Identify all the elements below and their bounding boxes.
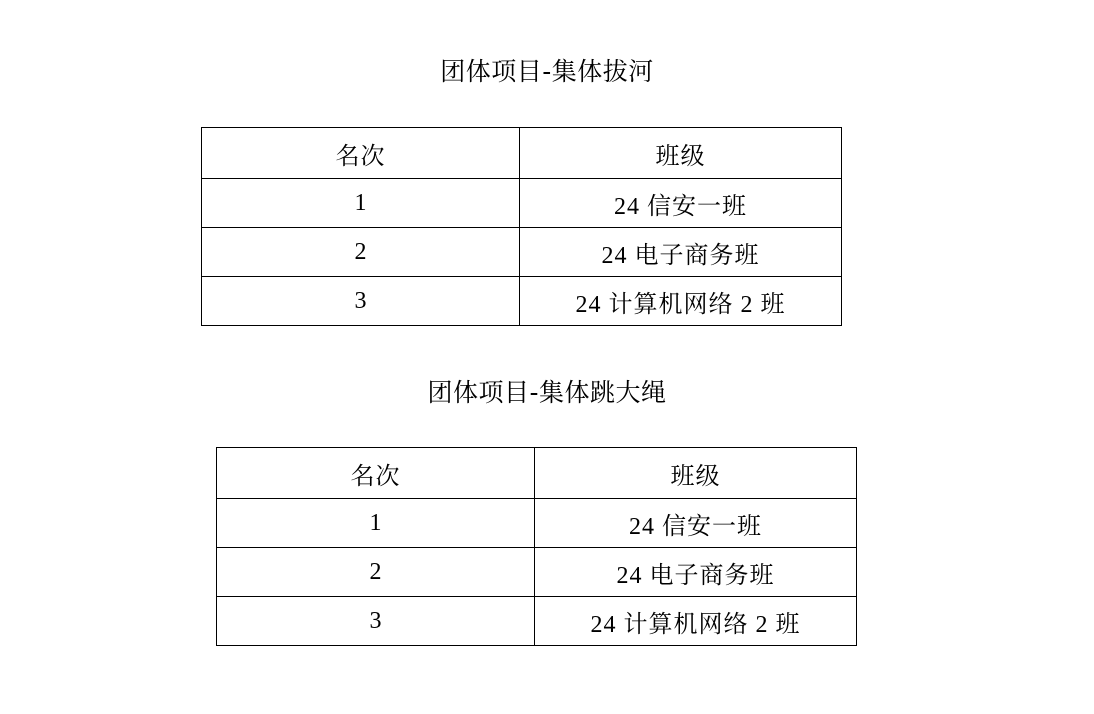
table-container (0, 127, 1094, 326)
table-row (217, 499, 857, 548)
table-container (0, 447, 1094, 646)
cell-rank: 3 (217, 597, 535, 646)
column-header-rank: 名次 (202, 128, 520, 179)
table-row (202, 179, 842, 228)
rank-table (201, 127, 842, 326)
cell-class: 24 电子商务班 (535, 548, 857, 597)
cell-class: 24 计算机网络 2 班 (535, 597, 857, 646)
section-title: 团体项目-集体拔河 (440, 57, 654, 86)
column-header-class: 班级 (520, 128, 842, 179)
cell-rank: 2 (217, 548, 535, 597)
table-row (217, 548, 857, 597)
cell-class: 24 电子商务班 (520, 228, 842, 277)
cell-class: 24 计算机网络 2 班 (520, 277, 842, 326)
column-header-class: 班级 (535, 448, 857, 499)
rank-table (216, 447, 857, 646)
cell-rank: 1 (202, 179, 520, 228)
cell-rank: 2 (202, 228, 520, 277)
section-jump-rope (0, 326, 1094, 646)
cell-rank: 3 (202, 277, 520, 326)
column-header-rank: 名次 (217, 448, 535, 499)
table-row (202, 228, 842, 277)
table-header-row (202, 128, 842, 179)
table-row (202, 277, 842, 326)
cell-class: 24 信安一班 (520, 179, 842, 228)
table-row (217, 597, 857, 646)
table-header-row (217, 448, 857, 499)
cell-class: 24 信安一班 (535, 499, 857, 548)
section-title: 团体项目-集体跳大绳 (427, 378, 667, 407)
section-tug-of-war (0, 0, 1094, 326)
cell-rank: 1 (217, 499, 535, 548)
